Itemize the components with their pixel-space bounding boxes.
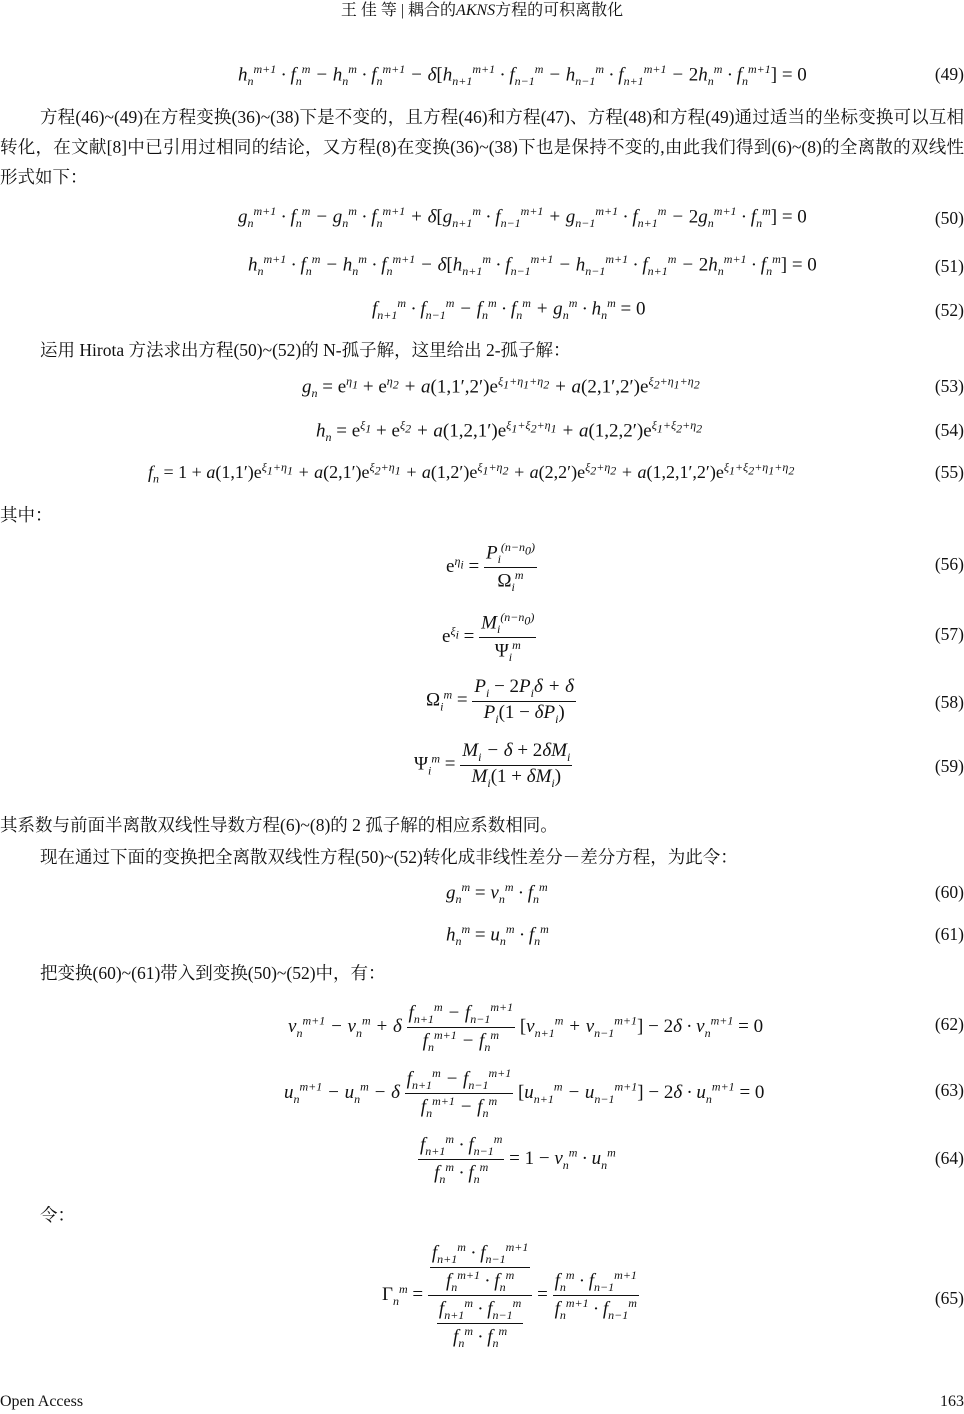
running-header: 王 佳 等 | 耦合的AKNS方程的可积离散化 [340,2,624,19]
equation-52: $f_{n+1}^m \cdot f_{n-1}^m - f_n^m \cdot f_n^m + g_n^m \cdot h_n^m = 0$ (52) [372,296,964,323]
footer-open-access: Open Access [0,1393,84,1410]
paragraph-2: 运用 Hirota 方法求出方程(50)~(52)的 N-孤子解，这里给出 2-孤子解： [40,340,571,360]
equation-54: $h_n = e^{\xi_1} + e^{\xi_2} + a(1,2,1')e^{\xi_1+\xi_2+\eta_1} + a(1,2,2')e^{\xi_1+\xi_2+\eta_2}$ (54) [316,418,964,445]
equation-53: $g_n = e^{\eta_1} + e^{\eta_2} + a(1,1',2')e^{\xi_1+\eta_1+\eta_2} + a(2,1',2')e^{\xi_2+\eta_1+\eta_2}$ (53) [302,374,964,401]
equation-64: $\frac{f_{n+1}^m \cdot f_{n-1}^m}{f_n^m \cdot f_n^m}$ = $1 - v_n^m \cdot u_n^m$ (64) [420,1132,964,1187]
paragraph-5: 现在通过下面的变换把全离散双线性方程(50)~(52)转化成非线性差分－差分方程，为此令： [40,847,738,867]
equation-50: $g_n^{m+1} \cdot f_n^m - g_n^m \cdot f_n^{m+1} + \delta[g_{n+1}^m \cdot f_{n-1}^{m+1} + g_{n-1}^{m+1} \cdot f_{n+1}^m - 2g_n^{m+1} \cdot f_n^m] = 0$ (50) [238,204,964,231]
paragraph-4: 其系数与前面半离散双线性导数方程(6)~(8)的 2 孤子解的相应系数相同。 [0,815,558,835]
equation-62: $v_n^{m+1} - v_n^m + \delta$ $\frac{f_{n+1}^m - f_{n-1}^{m+1}}{f_n^{m+1} - f_n^m}$ $[v_{n+1}^m + v_{n-1}^{m+1}] - 2\delta \cdot v_n^{m+1} = 0$ (62) [288,1000,964,1055]
paragraph-6: 把变换(60)~(61)带入到变换(50)~(52)中，有： [40,963,386,983]
equation-55: $f_n = 1 + a(1,1')e^{\xi_1+\eta_1} + a(2,1')e^{\xi_2+\eta_1} + a(1,2')e^{\xi_1+\eta_2} + a(2,2')e^{\xi_2+\eta_2} + a(1,2,1',2')e^{\xi_1+\xi_2+\eta_1+\eta_2}$ (55) [148,460,964,486]
paragraph-7: 令： [40,1205,75,1225]
equation-57: $e^{\xi_i}$ = $\frac{M_i^{(n-n_0)}}{\Psi_i^m}$ (57) [442,610,964,665]
equation-58: $\Omega_i^m$ = $\frac{P_i - 2P_i\delta + \delta}{P_i(1 - \delta P_i)}$ (58) [426,676,964,726]
equation-59: $\Psi_i^m$ = $\frac{M_i - \delta + 2\delta M_i}{M_i(1 + \delta M_i)}$ (59) [414,740,964,790]
paragraph-1: 方程(46)~(49)在方程变换(36)~(38)下是不变的，且方程(46)和方程(47)、方程(48)和方程(49)通过适当的坐标变换可以互相转化，在文献[8]中已引用过相同的结论，又方程(8)在变换(36)~(38)下也是保持不变的,由此我们得到(6)~(8)的全离散的双线性形式如下： [0,107,964,187]
equation-51: $h_n^{m+1} \cdot f_n^m - h_n^m \cdot f_n^{m+1} - \delta[h_{n+1}^m \cdot f_{n-1}^{m+1} - h_{n-1}^{m+1} \cdot f_{n+1}^m - 2h_n^{m+1} \cdot f_n^m] = 0$ (51) [248,252,964,279]
page-number: 163 [940,1393,964,1410]
equation-63: $u_n^{m+1} - u_n^m - \delta$ $\frac{f_{n+1}^m - f_{n-1}^{m+1}}{f_n^{m+1} - f_n^m}$ $[u_{n+1}^m - u_{n-1}^{m+1}] - 2\delta \cdot u_n^{m+1} = 0$ (63) [284,1066,964,1121]
equation-60: $g_n^m = v_n^m \cdot f_n^m$ (60) [446,880,964,907]
equation-56: $e^{\eta_i}$ = $\frac{P_i^{(n-n_0)}}{\Omega_i^m}$ (56) [446,540,964,595]
equation-61: $h_n^m = u_n^m \cdot f_n^m$ (61) [446,922,964,949]
equation-49: $h_n^{m+1} \cdot f_n^m - h_n^m \cdot f_n^{m+1} - \delta[h_{n+1}^{m+1} \cdot f_{n-1}^m - h_{n-1}^m \cdot f_{n+1}^{m+1} - 2h_n^m \cdot f_n^{m+1}] = 0$ (49) [238,62,964,89]
equation-65: $\Gamma_n^m$ = $\frac{\frac{f_{n+1}^m \cdot f_{n-1}^{m+1}}{f_n^{m+1} \cdot f_n^m}}{\frac{f_{n+1}^m \cdot f_{n-1}^m}{f_n^m \cdot f_n^m}}$ = $\frac{f_n^m \cdot f_{n-1}^{m+1}}{f_n^{m+1} \cdot f_{n-1}^m}$ (65) [382,1240,964,1351]
paragraph-3: 其中： [0,505,53,525]
